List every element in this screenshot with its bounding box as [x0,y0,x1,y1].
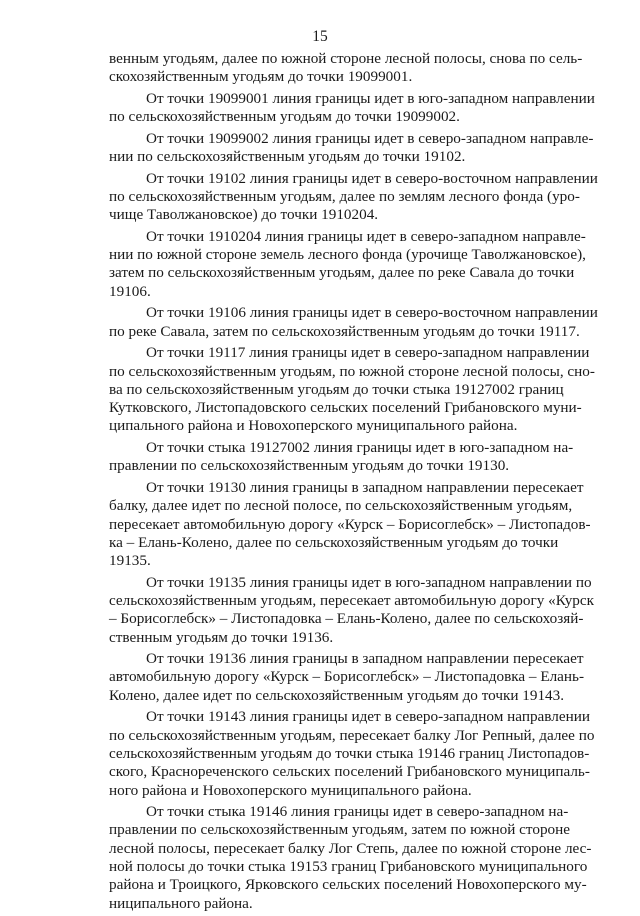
text-line: нии по южной стороне земель лесного фонда (урочище Таволжановское), [109,246,586,264]
text-line: От точки 19135 линия границы идет в юго-западном направлении по [146,573,592,591]
text-line: пересекает автомобильную дорогу «Курск – Борисоглебск» – Листопадов- [109,515,591,533]
body-text [109,50,598,916]
text-line: ва по сельскохозяйственным угодьям до точки стыка 19127002 границ [109,380,564,398]
text-line: ципального района и Новохоперского муниципального района. [109,417,518,435]
paragraph [109,574,598,647]
text-line: От точки 19099002 линия границы идет в северо-западном направле- [146,129,594,147]
text-line: ного района и Новохоперского муниципального района. [109,781,472,799]
text-line: От точки 19099001 линия границы идет в юго-западном направлении [146,89,595,107]
text-line: нии по сельскохозяйственным угодьям до точки 19102. [109,148,466,166]
text-line: венным угодьям, далее по южной стороне лесной полосы, снова по сель- [109,50,583,67]
paragraph [109,228,598,301]
text-line: по сельскохозяйственным угодьям, далее по землям лесного фонда (уро- [109,187,580,205]
text-line: лесной полосы, пересекает балку Лог Степь, далее по южной стороне лес- [109,839,592,857]
paragraph [109,130,598,167]
text-line: затем по сельскохозяйственным угодьям, далее по реке Савала до точки [109,264,575,282]
paragraph [109,50,598,87]
text-line: правлении по сельскохозяйственным угодьям, затем по южной стороне [109,821,571,839]
text-line: 19106. [109,282,151,300]
text-line: скохозяйственным угодьям до точки 19099001. [109,68,413,86]
text-line: ка – Елань-Колено, далее по сельскохозяйственным угодьям до точки [109,533,559,551]
paragraph [109,708,598,799]
text-line: От точки 19136 линия границы в западном направлении пересекает [146,650,584,668]
text-line: ной полосы до точки стыка 19153 границ Грибановского муниципального [109,858,588,876]
paragraph [109,304,598,341]
text-line: ниципального района. [109,894,253,912]
paragraph [109,650,598,705]
text-line: сельскохозяйственным угодьям, пересекает автомобильную дорогу «Курск [109,591,595,609]
text-line: по реке Савала, затем по сельскохозяйственным угодьям до точки 19117. [109,322,580,340]
text-line: От точки 19102 линия границы идет в северо-восточном направлении [146,169,598,187]
paragraph [109,344,598,435]
text-line: Кутковского, Листопадовского сельских поселений Грибановского муни- [109,399,582,417]
paragraph [109,439,598,476]
text-line: От точки 19130 линия границы в западном направлении пересекает [146,478,584,496]
text-line: сельскохозяйственным угодьям до точки стыка 19146 границ Листопадов- [109,744,590,762]
text-line: балку, далее идет по лесной полосе, по сельскохозяйственным угодьям, [109,497,573,515]
text-line: От точки 19143 линия границы идет в северо-западном направлении [146,708,590,726]
text-line: От точки 19106 линия границы идет в северо-восточном направлении [146,304,598,322]
text-line: – Борисоглебск» – Листопадовка – Елань-Колено, далее по сельскохозяй- [109,610,584,628]
text-line: От точки стыка 19127002 линия границы идет в юго-западном на- [146,439,574,457]
text-line: От точки стыка 19146 линия границы идет в северо-западном на- [146,803,569,821]
paragraph [109,170,598,225]
paragraph [109,90,598,127]
text-line: района и Троицкого, Ярковского сельских поселений Новохоперского му- [109,876,587,894]
text-line: От точки 1910204 линия границы идет в северо-западном направле- [146,227,586,245]
text-line: ского, Краснореченского сельских поселений Грибановского муниципаль- [109,763,590,781]
paragraph [109,479,598,570]
text-line: ственным угодьям до точки 19136. [109,628,334,646]
text-line: по сельскохозяйственным угодьям до точки 19099002. [109,108,460,126]
page-number: 15 [312,28,328,45]
text-line: 19135. [109,552,151,570]
text-line: по сельскохозяйственным угодьям, пересекает балку Лог Репный, далее по [109,726,595,744]
text-line: чище Таволжановское) до точки 1910204. [109,206,379,224]
paragraph [109,803,598,913]
text-line: по сельскохозяйственным угодьям, по южной стороне лесной полосы, сно- [109,362,595,380]
text-line: От точки 19117 линия границы идет в северо-западном направлении [146,344,590,362]
text-line: Колено, далее идет по сельскохозяйственным угодьям до точки 19143. [109,686,565,704]
text-line: автомобильную дорогу «Курск – Борисоглебск» – Листопадовка – Елань- [109,668,585,686]
text-line: правлении по сельскохозяйственным угодьям до точки 19130. [109,457,510,475]
